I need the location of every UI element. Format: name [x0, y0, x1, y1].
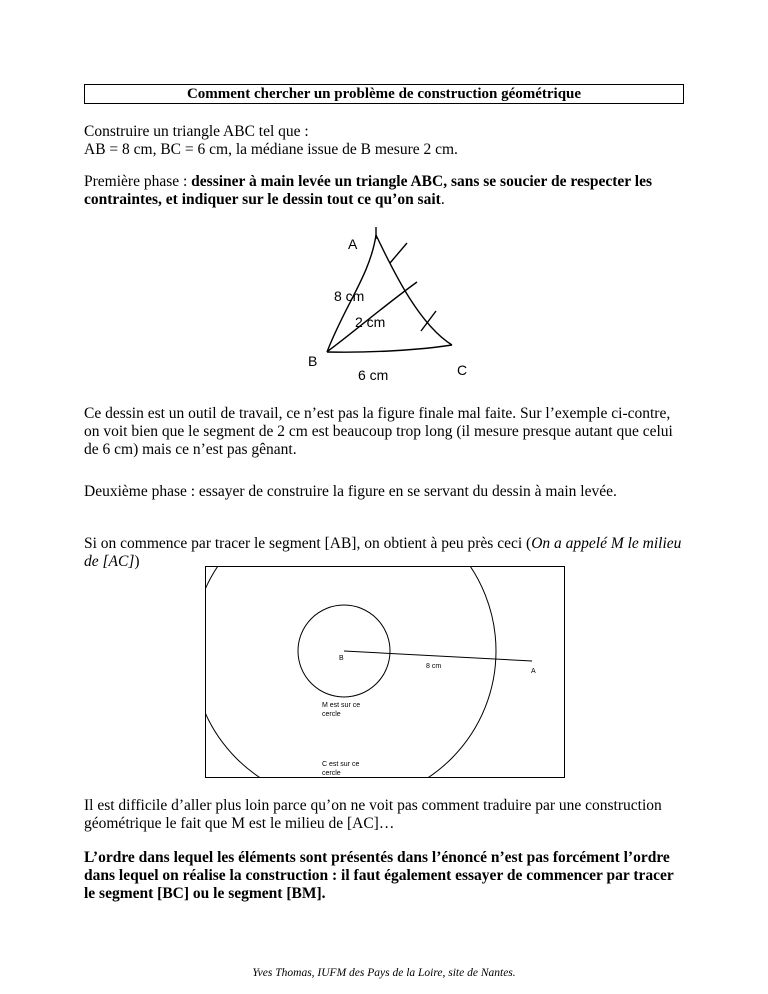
- phase-1-prefix: Première phase :: [84, 173, 192, 190]
- ab-intro-note: On a appelé M le milieu de [AC]: [84, 535, 682, 570]
- sketch-label-6cm: 6 cm: [358, 367, 389, 383]
- tick-mark-lower: [421, 311, 436, 331]
- sketch-label-8cm: 8 cm: [334, 288, 365, 304]
- ab-intro-end: ): [134, 553, 140, 570]
- construction-label-b: B: [339, 655, 344, 662]
- statement-line-1: Construire un triangle ABC tel que :: [84, 123, 309, 140]
- construction-label-a: A: [531, 668, 536, 675]
- c-circle-note: [322, 760, 359, 778]
- m-circle-note-line-2: cercle: [322, 711, 341, 718]
- sketch-label-a: A: [348, 236, 358, 252]
- c-circle-note-line-1: C est sur ce: [322, 761, 360, 768]
- construction-figure: [205, 566, 565, 778]
- construction-label-8cm: 8 cm: [426, 663, 442, 670]
- sketch-label-2cm: 2 cm: [355, 314, 386, 330]
- large-circle: [205, 566, 496, 778]
- statement-line-2: AB = 8 cm, BC = 6 cm, la médiane issue de B mesure 2 cm.: [84, 141, 458, 158]
- side-bc: [327, 345, 452, 352]
- phase-1-paragraph: [84, 173, 684, 209]
- sketch-label-b: B: [308, 353, 318, 369]
- phase-1-suffix: .: [440, 191, 445, 208]
- conclusion-paragraph: L’ordre dans lequel les éléments sont présentés dans l’énoncé n’est pas forcément l’ordre dans lequel on réalise la construction : il faut également essayer de commencer par tracer le segment [BC] ou le segment [BM].: [84, 849, 674, 902]
- sketch-label-c: C: [457, 362, 468, 378]
- ab-intro-text: Si on commence par tracer le segment [AB], on obtient à peu près ceci (: [84, 535, 532, 552]
- side-ac: [376, 235, 452, 345]
- c-circle-note-line-2: cercle: [322, 770, 341, 777]
- problem-statement: [84, 123, 684, 159]
- phase-1-instruction: dessiner à main levée un triangle ABC, sans se soucier de respecter les contraintes, et indiquer sur le dessin tout ce qu’on sait: [84, 173, 652, 208]
- phase-2-paragraph: Deuxième phase : essayer de construire la figure en se servant du dessin à main levée.: [84, 483, 617, 500]
- segment-ab: [344, 651, 532, 661]
- page-footer: Yves Thomas, IUFM des Pays de la Loire, site de Nantes.: [252, 967, 516, 979]
- tick-mark-upper: [390, 243, 407, 263]
- page-title: Comment chercher un problème de construction géométrique: [84, 84, 684, 104]
- m-circle-note: [322, 701, 360, 719]
- hand-drawn-triangle-sketch: [300, 225, 500, 385]
- m-circle-note-line-1: M est sur ce: [322, 702, 361, 709]
- difficulty-paragraph: Il est difficile d’aller plus loin parce qu’on ne voit pas comment traduire par une construction géométrique le fait que M est le milieu de [AC]…: [84, 797, 662, 832]
- sketch-comment: Ce dessin est un outil de travail, ce n’est pas la figure finale mal faite. Sur l’exemple ci-contre, on voit bien que le segment de 2 cm est beaucoup trop long (il mesure presque autant que celui de 6 cm) mais ce n’est pas gênant.: [84, 405, 673, 458]
